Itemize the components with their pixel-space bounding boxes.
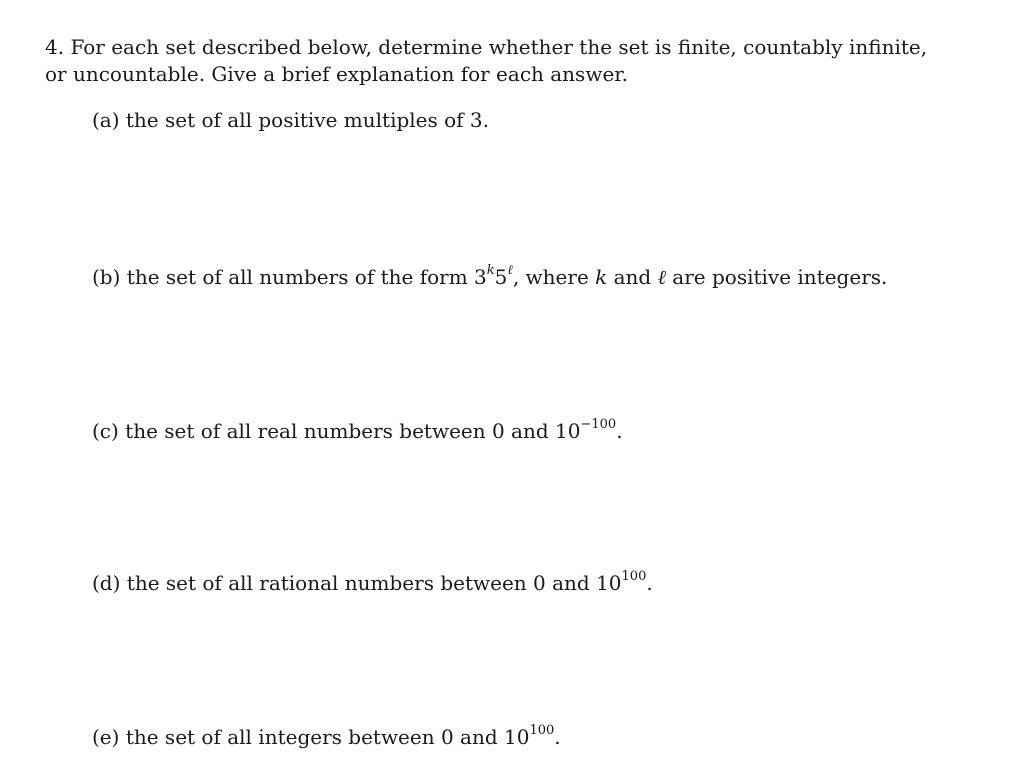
part-label: (c) bbox=[92, 419, 119, 443]
math-base: 10 bbox=[596, 571, 622, 595]
part-text: are positive integers. bbox=[665, 265, 888, 289]
part-text: the set of all integers between 0 and bbox=[125, 725, 505, 749]
part-text: the set of all real numbers between 0 and bbox=[125, 419, 556, 443]
part-label: (b) bbox=[92, 265, 121, 289]
math-base: 3 bbox=[474, 265, 487, 289]
part-text: the set of all positive multiples of 3. bbox=[125, 108, 490, 132]
math-base: 10 bbox=[504, 725, 530, 749]
math-exponent: −100 bbox=[580, 417, 617, 433]
math-base: 5 bbox=[494, 265, 508, 289]
part-label: (d) bbox=[92, 571, 121, 595]
part-d bbox=[92, 569, 653, 597]
problem-statement bbox=[45, 34, 945, 88]
part-e bbox=[92, 723, 561, 751]
part-text: . bbox=[646, 571, 653, 595]
part-label: (e) bbox=[92, 725, 120, 749]
part-b bbox=[92, 263, 887, 291]
math-exponent: 100 bbox=[529, 723, 555, 739]
problem-instructions: For each set described below, determine whether the set is finite, countably infinite, or uncountable. Give a brief explanation for each answer. bbox=[45, 35, 928, 86]
math-exponent: k bbox=[486, 263, 495, 279]
part-text: the set of all numbers of the form bbox=[126, 265, 475, 289]
part-text: . bbox=[554, 725, 561, 749]
math-variable: ℓ bbox=[657, 265, 666, 289]
part-label: (a) bbox=[92, 108, 120, 132]
part-a bbox=[92, 106, 489, 134]
math-exponent: 100 bbox=[621, 569, 647, 585]
part-text: , where bbox=[512, 265, 596, 289]
math-base: 10 bbox=[555, 419, 581, 443]
part-text: and bbox=[607, 265, 658, 289]
math-exponent: ℓ bbox=[507, 263, 513, 279]
math-variable: k bbox=[595, 265, 608, 289]
part-text: . bbox=[616, 419, 623, 443]
part-text: the set of all rational numbers between 0 and bbox=[126, 571, 597, 595]
part-c bbox=[92, 417, 623, 445]
problem-number: 4. bbox=[45, 35, 65, 59]
